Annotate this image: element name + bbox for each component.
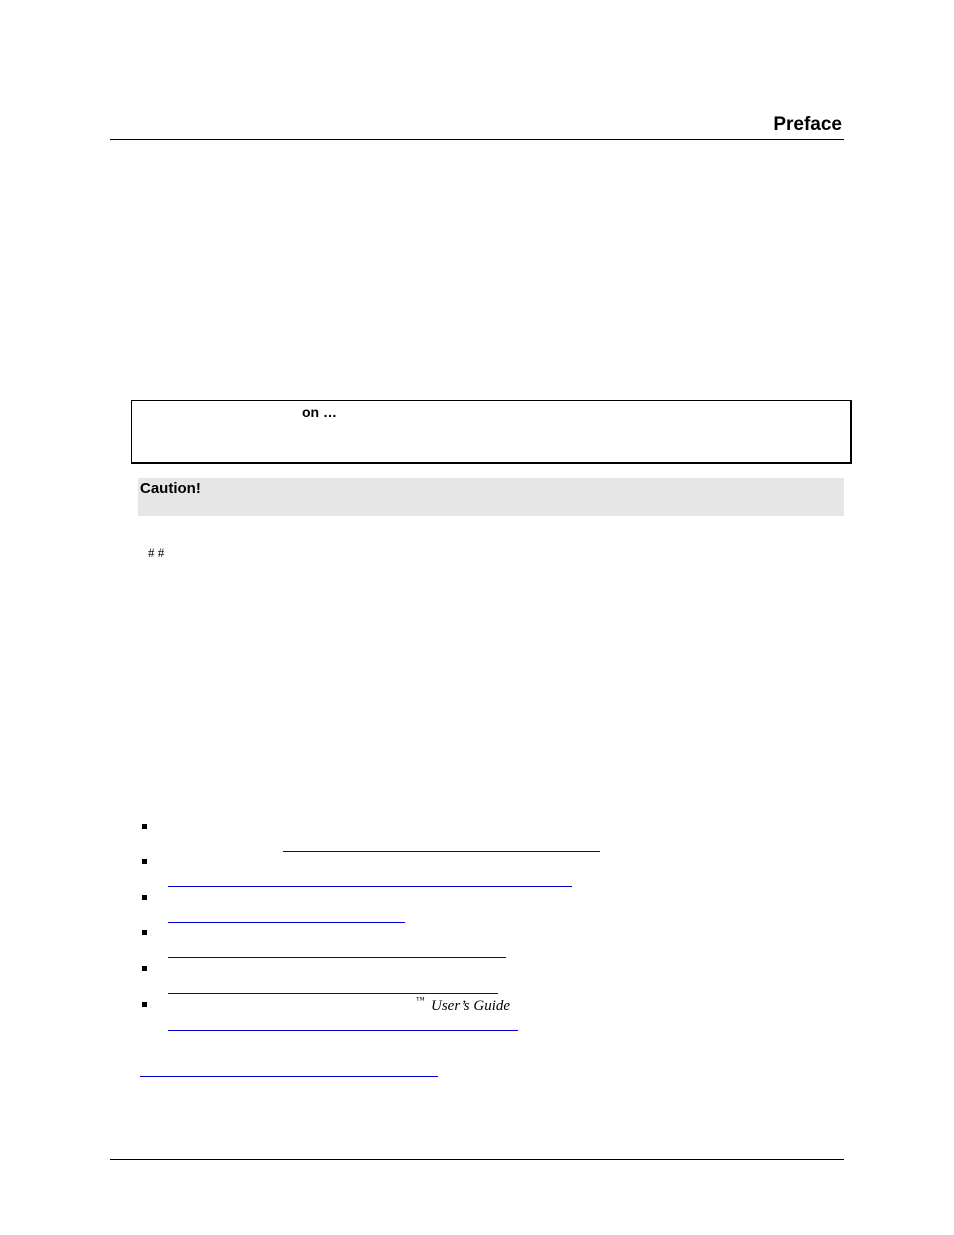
bullet-marker bbox=[142, 930, 147, 935]
document-link[interactable] bbox=[168, 957, 506, 958]
bullet-marker bbox=[142, 895, 147, 900]
note-box bbox=[131, 400, 852, 464]
document-link[interactable] bbox=[168, 922, 405, 923]
website-link[interactable] bbox=[140, 1076, 438, 1077]
hash-text: # # bbox=[148, 545, 165, 560]
note-label: on … bbox=[302, 404, 337, 420]
bullet-marker bbox=[142, 824, 147, 829]
document-link[interactable] bbox=[283, 851, 600, 852]
users-guide-title: User’s Guide bbox=[431, 998, 511, 1014]
document-link[interactable] bbox=[168, 993, 498, 994]
page-header-title: Preface bbox=[773, 114, 842, 135]
bullet-marker bbox=[142, 966, 147, 971]
document-link[interactable] bbox=[168, 886, 572, 887]
caution-label: Caution! bbox=[140, 480, 201, 497]
header-rule bbox=[110, 139, 844, 140]
bullet-marker bbox=[142, 859, 147, 864]
document-link[interactable] bbox=[168, 1030, 518, 1031]
trademark-symbol: ™ bbox=[416, 995, 425, 1005]
caution-box bbox=[138, 478, 844, 516]
bullet-marker bbox=[142, 1002, 147, 1007]
footer-rule bbox=[110, 1159, 844, 1160]
